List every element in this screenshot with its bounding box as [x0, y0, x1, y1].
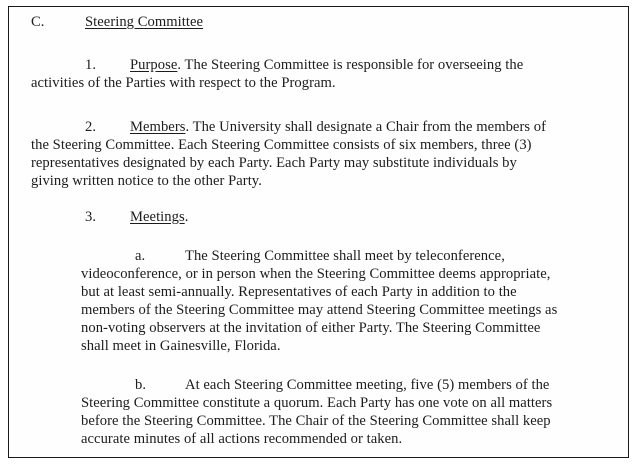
subparagraph-a-line-3: but at least semi-annually. Representatives of each Party in addition to the [81, 284, 517, 300]
subparagraph-b-line-2: Steering Committee constitute a quorum. Each Party has one vote on all matters [81, 395, 553, 411]
document-page [8, 6, 629, 458]
meetings-heading-line [130, 208, 188, 227]
members-line-2: the Steering Committee. Each Steering Committee consists of six members, three (3) [31, 137, 532, 153]
meetings-heading: Meetings [130, 209, 185, 225]
section-title: Steering Committee [85, 14, 204, 30]
purpose-line-1-text: . The Steering Committee is responsible for overseeing the [177, 57, 524, 73]
subparagraph-a-line-5: non-voting observers at the invitation of either Party. The Steering Committee [81, 320, 541, 336]
purpose-line-2: activities of the Parties with respect to the Program. [31, 75, 336, 91]
subparagraph-a-marker: a. [135, 248, 146, 264]
meetings-heading-suffix: . [184, 209, 189, 225]
members-line-1 [130, 118, 546, 137]
section-letter: C. [31, 14, 45, 30]
purpose-number: 1. [85, 57, 97, 73]
subparagraph-a-line-4: members of the Steering Committee may attend Steering Committee meetings as [81, 302, 558, 318]
purpose-line-1 [130, 56, 523, 75]
subparagraph-a-line-1: The Steering Committee shall meet by teleconference, [185, 248, 505, 264]
members-line-3: representatives designated by each Party. Each Party may substitute individuals by [31, 155, 517, 171]
members-line-4: giving written notice to the other Party. [31, 173, 262, 189]
purpose-heading: Purpose [130, 57, 178, 73]
subparagraph-a-line-6: shall meet in Gainesville, Florida. [81, 338, 281, 354]
subparagraph-a-line-2: videoconference, or in person when the Steering Committee deems appropriate, [81, 266, 551, 282]
members-number: 2. [85, 119, 97, 135]
members-line-1-text: . The University shall designate a Chair from the members of [185, 119, 547, 135]
subparagraph-b-line-4: accurate minutes of all actions recommended or taken. [81, 431, 403, 447]
subparagraph-b-line-1: At each Steering Committee meeting, five (5) members of the [185, 377, 550, 393]
meetings-number: 3. [85, 209, 97, 225]
subparagraph-b-line-3: before the Steering Committee. The Chair of the Steering Committee shall keep [81, 413, 551, 429]
subparagraph-b-marker: b. [135, 377, 147, 393]
members-heading: Members [130, 119, 186, 135]
